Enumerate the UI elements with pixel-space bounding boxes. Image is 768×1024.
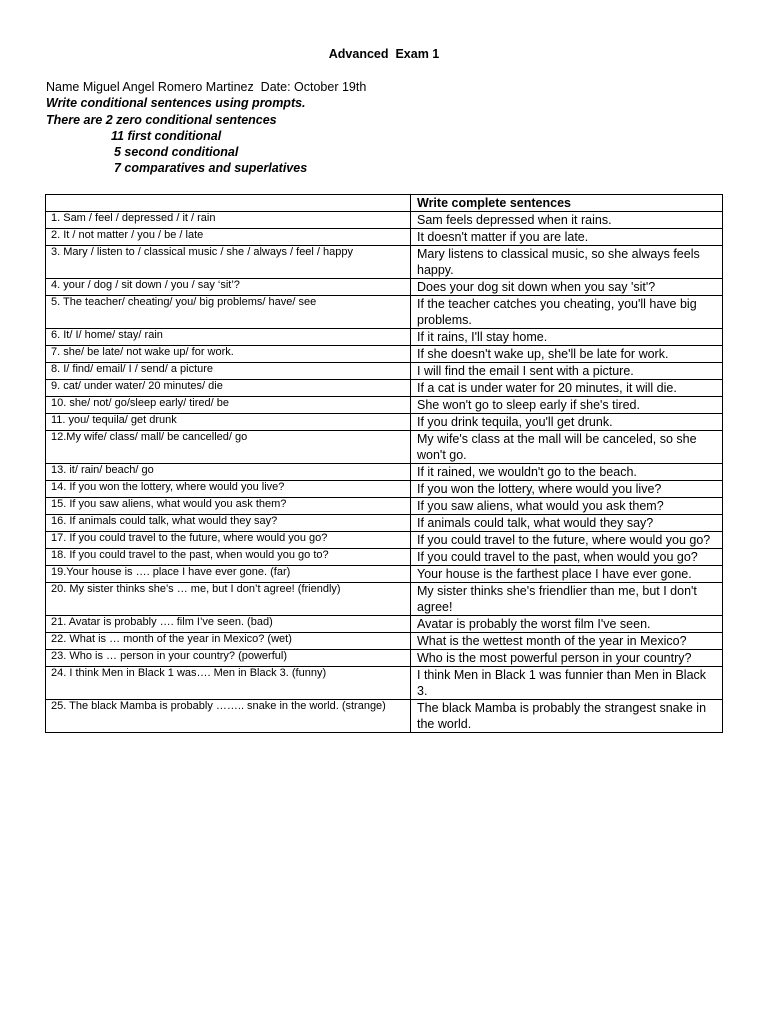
table-row [46, 346, 723, 363]
table-row [46, 515, 723, 532]
table-row [46, 700, 723, 733]
answer-cell: She won't go to sleep early if she's tired. [411, 397, 723, 414]
answer-cell: It doesn't matter if you are late. [411, 229, 723, 246]
answer-cell: If you saw aliens, what would you ask them? [411, 498, 723, 515]
table-row [46, 279, 723, 296]
prompt-cell: 23. Who is … person in your country? (powerful) [46, 650, 411, 667]
table-row [46, 549, 723, 566]
table-row [46, 481, 723, 498]
answer-cell: I think Men in Black 1 was funnier than Men in Black 3. [411, 667, 723, 700]
answer-cell: What is the wettest month of the year in Mexico? [411, 633, 723, 650]
prompt-cell: 21. Avatar is probably …. film I’ve seen. (bad) [46, 616, 411, 633]
prompt-cell: 7. she/ be late/ not wake up/ for work. [46, 346, 411, 363]
table-row [46, 633, 723, 650]
exam-table-body [46, 212, 723, 733]
answer-cell: Who is the most powerful person in your country? [411, 650, 723, 667]
table-row [46, 532, 723, 549]
answer-cell: Avatar is probably the worst film I've seen. [411, 616, 723, 633]
answer-cell: The black Mamba is probably the strangest snake in the world. [411, 700, 723, 733]
answer-cell: If you could travel to the future, where would you go? [411, 532, 723, 549]
table-row [46, 498, 723, 515]
table-header-row [46, 195, 723, 212]
table-row [46, 667, 723, 700]
table-row [46, 397, 723, 414]
prompt-cell: 2. It / not matter / you / be / late [46, 229, 411, 246]
answer-cell: If you drink tequila, you'll get drunk. [411, 414, 723, 431]
answer-cell: My wife's class at the mall will be canceled, so she won't go. [411, 431, 723, 464]
answer-cell: If it rained, we wouldn't go to the beach. [411, 464, 723, 481]
table-row [46, 229, 723, 246]
answer-cell: Does your dog sit down when you say 'sit'? [411, 279, 723, 296]
name-date-line: Name Miguel Angel Romero Martinez Date: October 19th [46, 80, 367, 94]
prompt-cell: 19.Your house is …. place I have ever gone. (far) [46, 566, 411, 583]
prompt-cell: 15. If you saw aliens, what would you ask them? [46, 498, 411, 515]
prompt-cell: 25. The black Mamba is probably …….. snake in the world. (strange) [46, 700, 411, 733]
prompt-cell: 9. cat/ under water/ 20 minutes/ die [46, 380, 411, 397]
prompt-cell: 10. she/ not/ go/sleep early/ tired/ be [46, 397, 411, 414]
table-row [46, 414, 723, 431]
answer-cell: My sister thinks she's friendlier than me, but I don't agree! [411, 583, 723, 616]
table-row [46, 246, 723, 279]
answer-cell: Your house is the farthest place I have ever gone. [411, 566, 723, 583]
table-row [46, 616, 723, 633]
prompt-cell: 22. What is … month of the year in Mexico? (wet) [46, 633, 411, 650]
answer-cell: If it rains, I'll stay home. [411, 329, 723, 346]
exam-title: Advanced Exam 1 [328, 47, 440, 61]
prompt-cell: 16. If animals could talk, what would they say? [46, 515, 411, 532]
prompt-cell: 3. Mary / listen to / classical music / she / always / feel / happy [46, 246, 411, 279]
prompt-cell: 1. Sam / feel / depressed / it / rain [46, 212, 411, 229]
answer-column-header: Write complete sentences [411, 195, 723, 212]
answer-cell: If you could travel to the past, when would you go? [411, 549, 723, 566]
prompt-cell: 12.My wife/ class/ mall/ be cancelled/ go [46, 431, 411, 464]
table-row [46, 212, 723, 229]
table-row [46, 380, 723, 397]
instruction-line: There are 2 zero conditional sentences [46, 112, 277, 127]
table-row [46, 583, 723, 616]
exam-header [46, 79, 366, 177]
table-row [46, 431, 723, 464]
prompt-cell: 18. If you could travel to the past, when would you go to? [46, 549, 411, 566]
prompt-cell: 20. My sister thinks she’s … me, but I don’t agree! (friendly) [46, 583, 411, 616]
answer-cell: If you won the lottery, where would you live? [411, 481, 723, 498]
table-row [46, 650, 723, 667]
prompt-cell: 8. I/ find/ email/ I / send/ a picture [46, 363, 411, 380]
prompt-cell: 24. I think Men in Black 1 was…. Men in Black 3. (funny) [46, 667, 411, 700]
table-row [46, 329, 723, 346]
answer-cell: I will find the email I sent with a picture. [411, 363, 723, 380]
answer-cell: Sam feels depressed when it rains. [411, 212, 723, 229]
prompt-cell: 5. The teacher/ cheating/ you/ big problems/ have/ see [46, 296, 411, 329]
prompt-cell: 13. it/ rain/ beach/ go [46, 464, 411, 481]
instruction-line: 7 comparatives and superlatives [114, 161, 308, 176]
instruction-line: 5 second conditional [114, 145, 239, 160]
prompt-cell: 4. your / dog / sit down / you / say ‘sit’? [46, 279, 411, 296]
answer-cell: Mary listens to classical music, so she always feels happy. [411, 246, 723, 279]
table-row [46, 566, 723, 583]
instruction-line: Write conditional sentences using prompts. [46, 96, 306, 111]
instruction-line: 11 first conditional [111, 128, 222, 143]
table-row [46, 296, 723, 329]
exam-table [45, 194, 723, 733]
prompt-cell: 6. It/ I/ home/ stay/ rain [46, 329, 411, 346]
table-row [46, 464, 723, 481]
answer-cell: If animals could talk, what would they say? [411, 515, 723, 532]
prompt-cell: 11. you/ tequila/ get drunk [46, 414, 411, 431]
answer-cell: If a cat is under water for 20 minutes, it will die. [411, 380, 723, 397]
answer-cell: If she doesn't wake up, she'll be late for work. [411, 346, 723, 363]
table-row [46, 363, 723, 380]
answer-cell: If the teacher catches you cheating, you'll have big problems. [411, 296, 723, 329]
prompt-cell: 17. If you could travel to the future, where would you go? [46, 532, 411, 549]
prompt-cell: 14. If you won the lottery, where would you live? [46, 481, 411, 498]
prompt-column-header [46, 195, 411, 212]
